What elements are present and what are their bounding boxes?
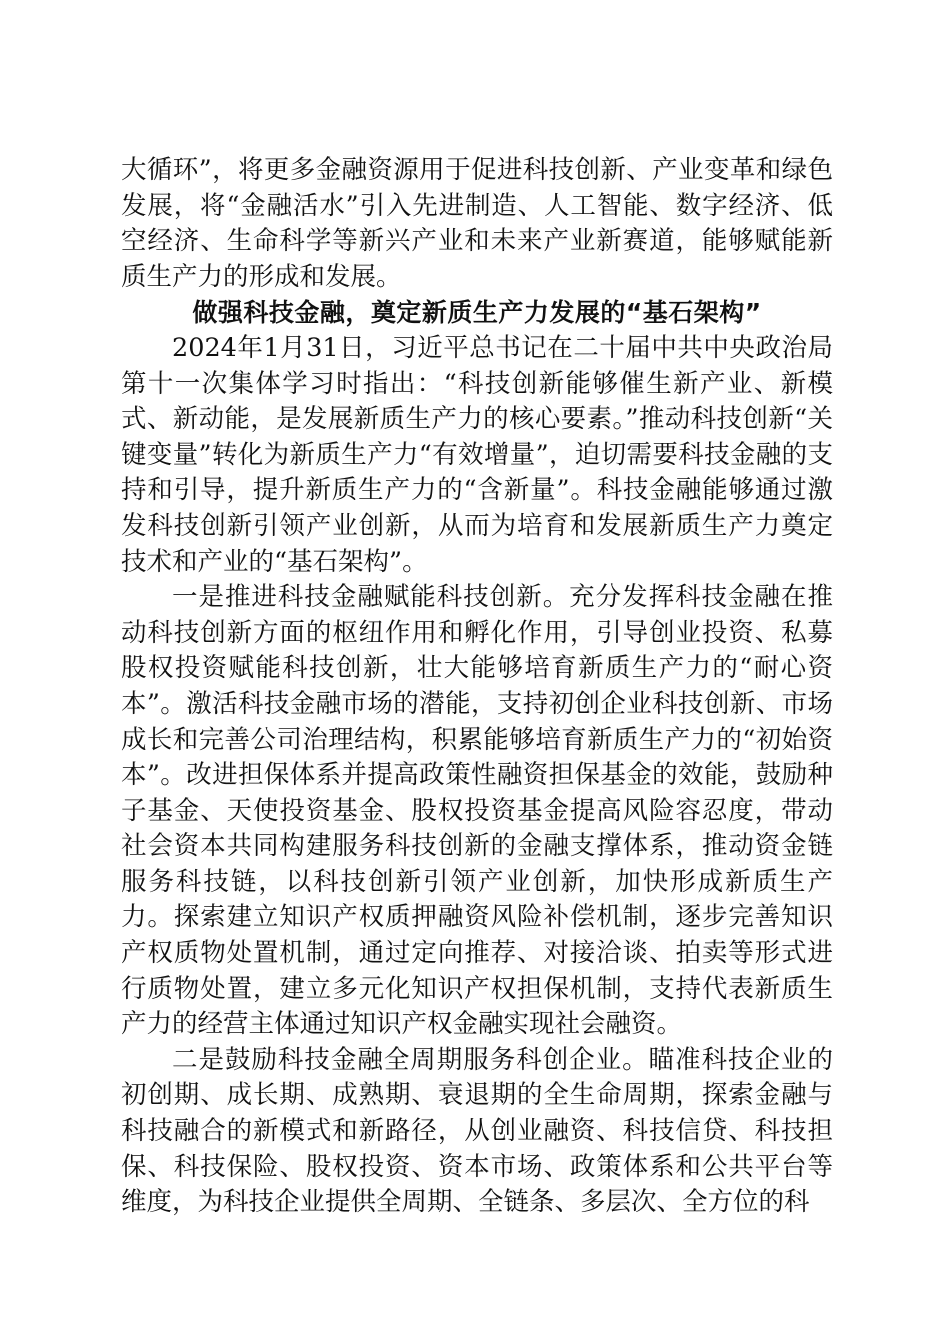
paragraph-point-two: 二是鼓励科技金融全周期服务科创企业。瞄准科技企业的初创期、成长期、成熟期、衰退期的全生命周期，探索金融与科技融合的新模式和新路径，从创业融资、科技信贷、科技担保、科技保险、股权投资、资本市场、政策体系和公共平台等维度，为科技企业提供全周期、全链条、多层次、全方位的科: [121, 1044, 833, 1218]
paragraph-continued: 大循环”，将更多金融资源用于促进科技创新、产业变革和绿色发展，将“金融活水”引入先进制造、人工智能、数字经济、低空经济、生命科学等新兴产业和未来产业新赛道，能够赋能新质生产力的形成和发展。: [121, 155, 833, 292]
section-heading: 做强科技金融，奠定新质生产力发展的“基石架构”: [192, 298, 762, 328]
document-body: [121, 153, 833, 1221]
paragraph-intro: 2024年1月31日，习近平总书记在二十届中共中央政治局第十一次集体学习时指出：“科技创新能够催生新产业、新模式、新动能，是发展新质生产力的核心要素。”推动科技创新“关键变量”转化为新质生产力“有效增量”，迫切需要科技金融的支持和引导，提升新质生产力的“含新量”。科技金融能够通过激发科技创新引领产业创新，从而为培育和发展新质生产力奠定技术和产业的“基石架构”。: [121, 332, 833, 577]
paragraph-point-one: 一是推进科技金融赋能科技创新。充分发挥科技金融在推动科技创新方面的枢纽作用和孵化作用，引导创业投资、私募股权投资赋能科技创新，壮大能够培育新质生产力的“耐心资本”。激活科技金融市场的潜能，支持初创企业科技创新、市场成长和完善公司治理结构，积累能够培育新质生产力的“初始资本”。改进担保体系并提高政策性融资担保基金的效能，鼓励种子基金、天使投资基金、股权投资基金提高风险容忍度，带动社会资本共同构建服务科技创新的金融支撑体系，推动资金链服务科技链，以科技创新引领产业创新，加快形成新质生产力。探索建立知识产权质押融资风险补偿机制，逐步完善知识产权质物处置机制，通过定向推荐、对接洽谈、拍卖等形式进行质物处置，建立多元化知识产权担保机制，支持代表新质生产力的经营主体通过知识产权金融实现社会融资。: [121, 582, 833, 1040]
